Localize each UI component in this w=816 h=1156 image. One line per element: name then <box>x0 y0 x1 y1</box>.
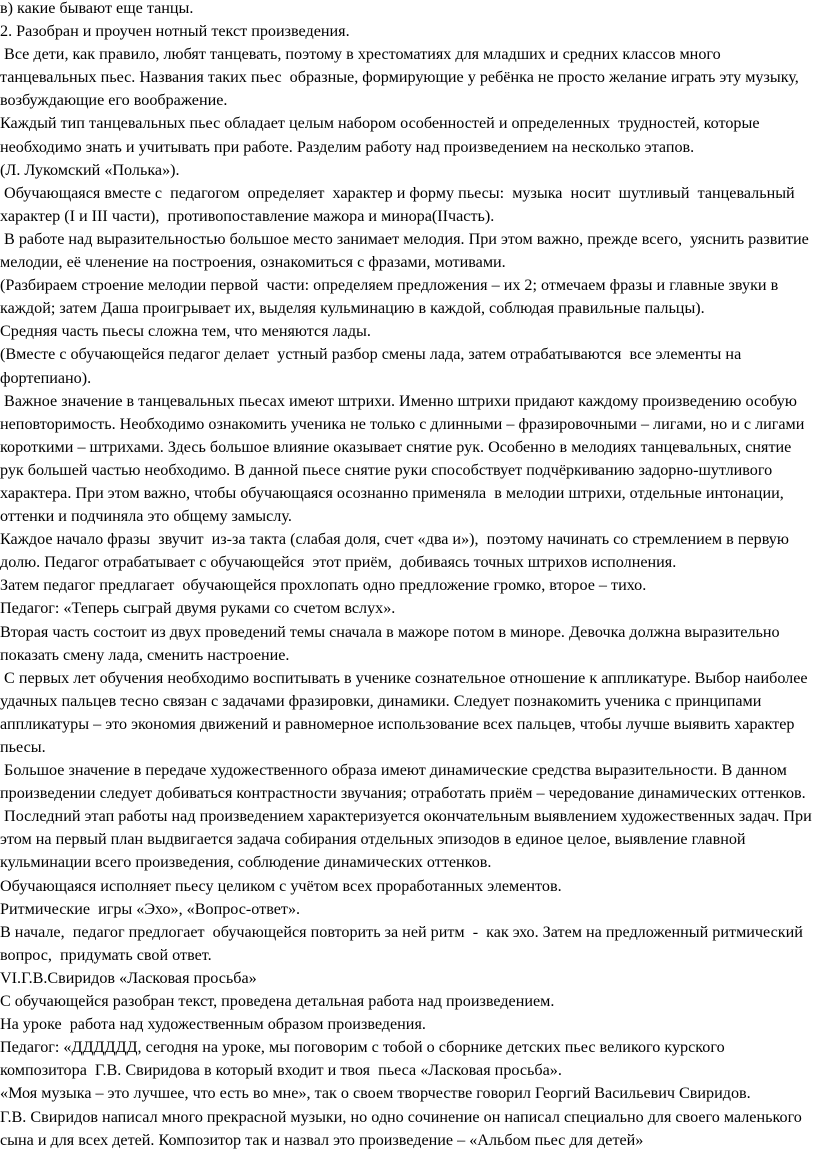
paragraph: Большое значение в передаче художественного образа имеют динамические средства выразительности. В данном произведении следует добиваться контрастности звучания; отработать приём – чередование динамических оттенков. <box>0 762 806 803</box>
paragraph: Вторая часть состоит из двух проведений темы сначала в мажоре потом в миноре. Девочка должна выразительно показать смену лада, сменить настроение. <box>0 623 784 664</box>
paragraph: (Вместе с обучающейся педагог делает устный разбор смены лада, затем отрабатываются все элементы на фортепиано). <box>0 346 746 387</box>
paragraph: Обучающаяся исполняет пьесу целиком с учётом всех проработанных элементов. <box>0 877 562 895</box>
paragraph: Каждый тип танцевальных пьес обладает целым набором особенностей и определенных трудностей, которые необходимо знать и учитывать при работе. Разделим работу над произведением на несколько этапов. <box>0 115 764 156</box>
paragraph: 2. Разобран и проучен нотный текст произведения. <box>0 23 350 41</box>
paragraph: В работе над выразительностью большое место занимает мелодия. При этом важно, прежде всего, уяснить развитие мелодии, её членение на построения, ознакомиться с фразами, мотивами. <box>0 230 813 272</box>
paragraph: Важное значение в танцевальных пьесах имеют штрихи. Именно штрихи придают каждому произведению особую неповторимость. Необходимо ознакомить ученика не только с длинными – фразировочными – лигами, но и с лигами короткими – штрихами. Здесь большое влияние оказывает снятие рук. Особенно в мелодиях танцевальных, снятие рук большей частью необходимо. В данной пьесе снятие руки способствует подчёркиванию задорно-шутливого характера. При этом важно, чтобы обучающаяся осознанно применяла в мелодии штрихи, отдельные интонации, оттенки и подчиняла это общему замыслу. <box>0 392 809 526</box>
paragraph: Обучающаяся вместе с педагогом определяет характер и форму пьесы: музыка носит шутливый танцевальный характер (I и III части), противопоставление мажора и минора(IIчасть). <box>0 184 803 225</box>
paragraph: (Разбираем строение мелодии первой части: определяем предложения – их 2; отмечаем фразы и главные звуки в каждой; затем Даша проигрывает их, выделяя кульминацию в каждой, соблюдая правильные пальцы). <box>0 277 783 318</box>
paragraph: В начале, педагог предлогает обучающейся повторить за ней ритм - как эхо. Затем на предложенный ритмический вопрос, придумать свой ответ. <box>0 923 807 964</box>
paragraph: Последний этап работы над произведением характеризуется окончательным выявлением художественных задач. При этом на первый план выдвигается задача собирания отдельных эпизодов в единое целое, выявление главной кульминации всего произведения, соблюдение динамических оттенков. <box>0 808 816 872</box>
paragraph: Педагог: «ДДДДДД, сегодня на уроке, мы поговорим с тобой о сборнике детских пьес великого курского композитора Г.В. Свиридова в который входит и твоя пьеса «Ласковая просьба». <box>0 1039 729 1080</box>
paragraph: (Л. Лукомский «Полька»). <box>0 161 180 179</box>
paragraph: Г.В. Свиридов написал много прекрасной музыки, но одно сочинение он написал специально для своего маленького сына и для всех детей. Композитор так и назвал это произведение – «Альбом пьес для детей» <box>0 1108 806 1149</box>
paragraph: Средняя часть пьесы сложна тем, что меняются лады. <box>0 323 371 341</box>
paragraph: Все дети, как правило, любят танцевать, поэтому в хрестоматиях для младших и средних классов много танцевальных пьес. Названия таких пьес образные, формирующие у ребёнка не просто желание играть эту музыку, возбуждающие его воображение. <box>0 46 807 110</box>
paragraph: Каждое начало фразы звучит из-за такта (слабая доля, счет «два и»), поэтому начинать со стремлением в первую долю. Педагог отрабатывает с обучающейся этот приём, добиваясь точных штрихов исполнения. <box>0 531 793 572</box>
paragraph: С обучающейся разобран текст, проведена детальная работа над произведением. <box>0 993 555 1011</box>
section-heading: VI.Г.В.Свиридов «Ласковая просьба» <box>0 969 257 987</box>
paragraph: Затем педагог предлагает обучающейся прохлопать одно предложение громко, второе – тихо. <box>0 577 647 595</box>
paragraph: Педагог: «Теперь сыграй двумя руками со счетом вслух». <box>0 600 396 618</box>
paragraph: «Моя музыка – это лучшее, что есть во мне», так о своем творчестве говорил Георгий Васильевич Свиридов. <box>0 1085 751 1103</box>
paragraph: в) какие бывают еще танцы. <box>0 0 194 17</box>
paragraph: На уроке работа над художественным образом произведения. <box>0 1016 426 1034</box>
paragraph: Ритмические игры «Эхо», «Вопрос-ответ». <box>0 900 301 918</box>
paragraph: С первых лет обучения необходимо воспитывать в ученике сознательное отношение к аппликатуре. Выбор наиболее удачных пальцев тесно связан с задачами фразировки, динамики. Следует познакомить ученика с принципами аппликатуры – это экономия движений и равномерное использование всех пальцев, чтобы лучше выявить характер пьесы. <box>0 669 812 756</box>
